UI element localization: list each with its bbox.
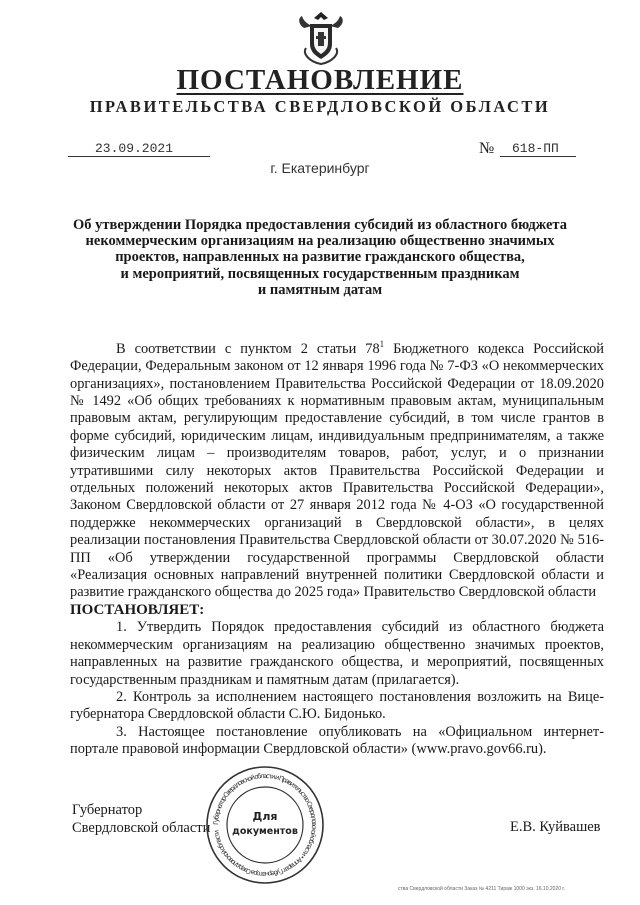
document-title	[70, 217, 570, 298]
print-footer: ства Свердловской области Заказ № 4211 Тираж 1000 экз. 16.10.2020 г.	[398, 886, 566, 892]
document-date: 23.09.2021	[95, 141, 174, 156]
title-line: и памятным датам	[257, 281, 383, 298]
signatory-position: Губернатор Свердловской области	[72, 802, 211, 836]
number-underline	[500, 156, 576, 157]
resolve-word: ПОСТАНОВЛЯЕТ:	[70, 601, 205, 618]
list-item: 3. Настоящее постановление опубликовать на «Официальном интернет-портале правовой информации Свердловской области» (www.pravo.gov66.ru).	[70, 723, 604, 758]
coat-of-arms-icon	[296, 8, 346, 66]
title-line: проектов, направленных на развитие гражданского общества,	[115, 249, 525, 266]
signatory-name: Е.В. Куйвашев	[510, 819, 601, 835]
preamble: В соответствии с пунктом 2 статьи $78^1$ Бюджетного кодекса Российской Федерации, Федеральным законом от 12 января 1996 года № 7-ФЗ «О некоммерческих организациях», постановлением Правительства Российской Федерации от 18.09.2020 № 1492 «Об общих требованиях к нормативным правовым актам, муниципальным правовым актам, регулирующим предоставление субсидий, в том числе грантов в форме субсидий, юридическим лицам, индивидуальным предпринимателям, а также физическим лицам – производителям товаров, работ, услуг, и о признании утратившими силу некоторых актов Правительства Российской Федерации и отдельных положений некоторых актов Правительства Российской Федерации», Законом Свердловской области от 27 января 2012 года № 4-ОЗ «О государственной поддержке некоммерческих организаций в Свердловской области», в целях реализации постановления Правительства Свердловской области от 30.07.2020 № 516-ПП «Об утверждении государственной программы Свердловской области «Реализация основных направлений внутренней политики Свердловской области и развитие гражданского общества до 2025 года» Правительство Свердловской области	[70, 339, 604, 601]
document-body	[70, 336, 604, 759]
date-underline	[68, 156, 210, 157]
city: г. Екатеринбург	[270, 160, 370, 176]
issuer-heading: ПРАВИТЕЛЬСТВА СВЕРДЛОВСКОЙ ОБЛАСТИ	[89, 97, 551, 116]
document-kind-heading: ПОСТАНОВЛЕНИЕ	[176, 64, 464, 96]
superscript: 1	[379, 339, 385, 349]
svg-text:Губернатор Свердловской област	[212, 772, 318, 878]
stamp-center-line2: документов	[232, 826, 298, 837]
title-line: и мероприятий, посвященных государственным праздникам	[120, 265, 520, 282]
title-line: некоммерческим организациям на реализацию общественно значимых	[85, 233, 555, 250]
stamp-center-line1: Для	[252, 810, 278, 823]
number-label: №	[479, 140, 495, 157]
list-item: 1. Утвердить Порядок предоставления субсидий из областного бюджета некоммерческим организациям на реализацию общественно значимых проектов, направленных на развитие гражданского общества, и мероприятий, посвященных государственным праздникам и памятным датам (прилагается).	[70, 619, 604, 688]
list-item: 2. Контроль за исполнением настоящего постановления возложить на Вице-губернатора Свердловской области С.Ю. Бидонько.	[70, 688, 604, 723]
title-line: Об утверждении Порядка предоставления субсидий из областного бюджета	[73, 217, 567, 233]
document-number: 618-ПП	[512, 141, 559, 156]
official-stamp	[204, 764, 326, 886]
stamp-ring-text: Губернатор Свердловской области и Правительство Свердловской области • Аппарат Губернатора Свердловской области	[211, 771, 319, 879]
